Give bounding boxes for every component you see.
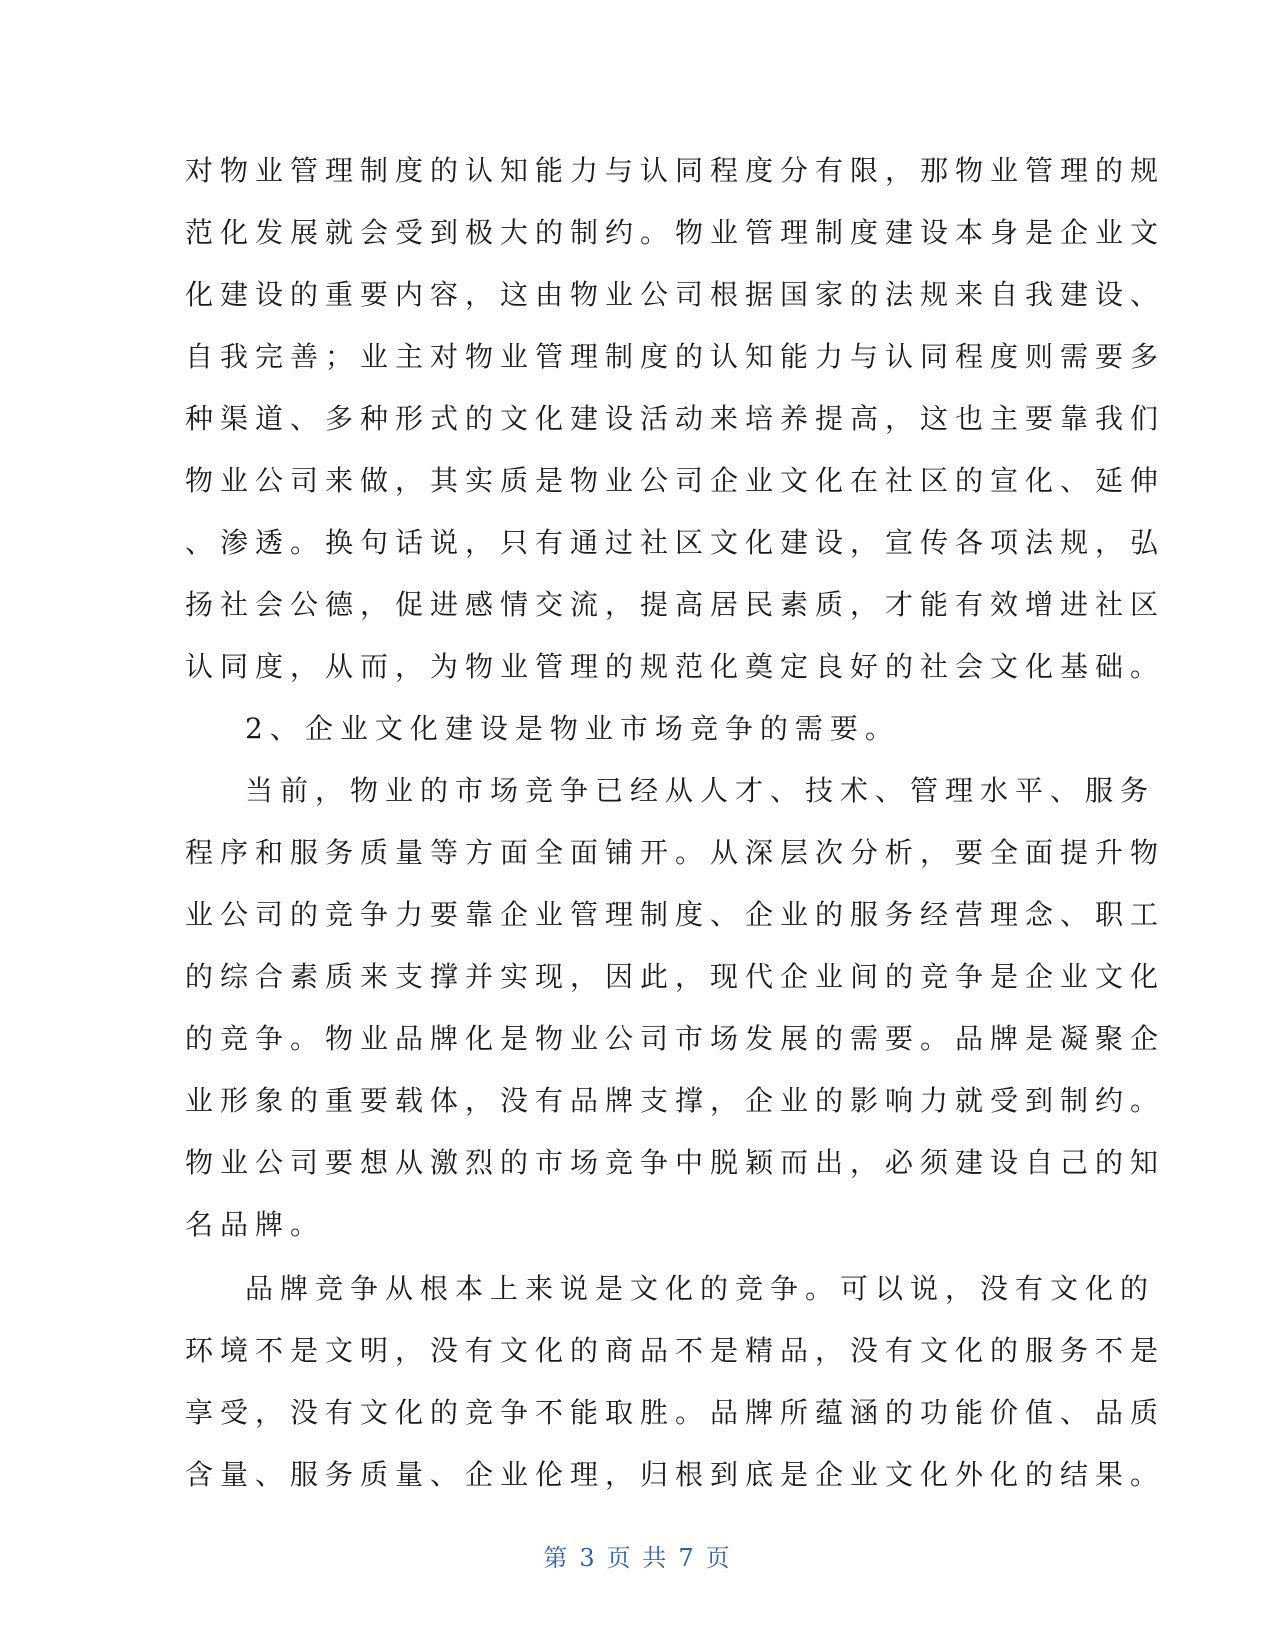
footer-suffix: 页 <box>705 1544 732 1572</box>
text-line: 程序和服务质量等方面全面铺开。从深层次分析，要全面提升物 <box>185 836 1166 869</box>
paragraph-start: 品牌竞争从根本上来说是文化的竞争。可以说，没有文化的 <box>245 1272 1156 1305</box>
current-page-number: 3 <box>579 1544 597 1572</box>
text-line: 物业公司要想从激烈的市场竞争中脱颖而出，必须建设自己的知 <box>185 1146 1166 1179</box>
text-line: 名品牌。 <box>185 1208 326 1241</box>
text-line: 业公司的竞争力要靠企业管理制度、企业的服务经营理念、职工 <box>185 898 1166 931</box>
text-line: 扬社会公德，促进感情交流，提高居民素质，才能有效增进社区 <box>185 588 1166 621</box>
document-body <box>185 140 1166 1506</box>
text-line: 的综合素质来支撑并实现，因此，现代企业间的竞争是企业文化 <box>185 960 1166 993</box>
text-line: 的竞争。物业品牌化是物业公司市场发展的需要。品牌是凝聚企 <box>185 1022 1166 1055</box>
text-line: 环境不是文明，没有文化的商品不是精品，没有文化的服务不是 <box>185 1334 1166 1367</box>
text-line: 、渗透。换句话说，只有通过社区文化建设，宣传各项法规，弘 <box>185 526 1166 559</box>
page-footer <box>0 1538 1275 1573</box>
text-line: 范化发展就会受到极大的制约。物业管理制度建设本身是企业文 <box>185 216 1166 249</box>
text-line: 自我完善；业主对物业管理制度的认知能力与认同程度则需要多 <box>185 340 1166 373</box>
footer-middle: 页 共 <box>606 1544 669 1572</box>
section-heading: 2、企业文化建设是物业市场竞争的需要。 <box>245 712 900 745</box>
text-line: 种渠道、多种形式的文化建设活动来培养提高，这也主要靠我们 <box>185 402 1166 435</box>
text-line: 业形象的重要载体，没有品牌支撑，企业的影响力就受到制约。 <box>185 1084 1166 1117</box>
text-line: 对物业管理制度的认知能力与认同程度分有限，那物业管理的规 <box>185 154 1166 187</box>
total-page-number: 7 <box>678 1544 696 1572</box>
text-line: 认同度，从而，为物业管理的规范化奠定良好的社会文化基础。 <box>185 650 1166 683</box>
text-line: 含量、服务质量、企业伦理，归根到底是企业文化外化的结果。 <box>185 1458 1166 1491</box>
text-line: 物业公司来做，其实质是物业公司企业文化在社区的宣化、延伸 <box>185 464 1166 497</box>
text-line: 享受，没有文化的竞争不能取胜。品牌所蕴涵的功能价值、品质 <box>185 1396 1166 1429</box>
paragraph-start: 当前，物业的市场竞争已经从人才、技术、管理水平、服务 <box>245 774 1156 807</box>
footer-prefix: 第 <box>543 1544 570 1572</box>
text-line: 化建设的重要内容，这由物业公司根据国家的法规来自我建设、 <box>185 278 1166 311</box>
